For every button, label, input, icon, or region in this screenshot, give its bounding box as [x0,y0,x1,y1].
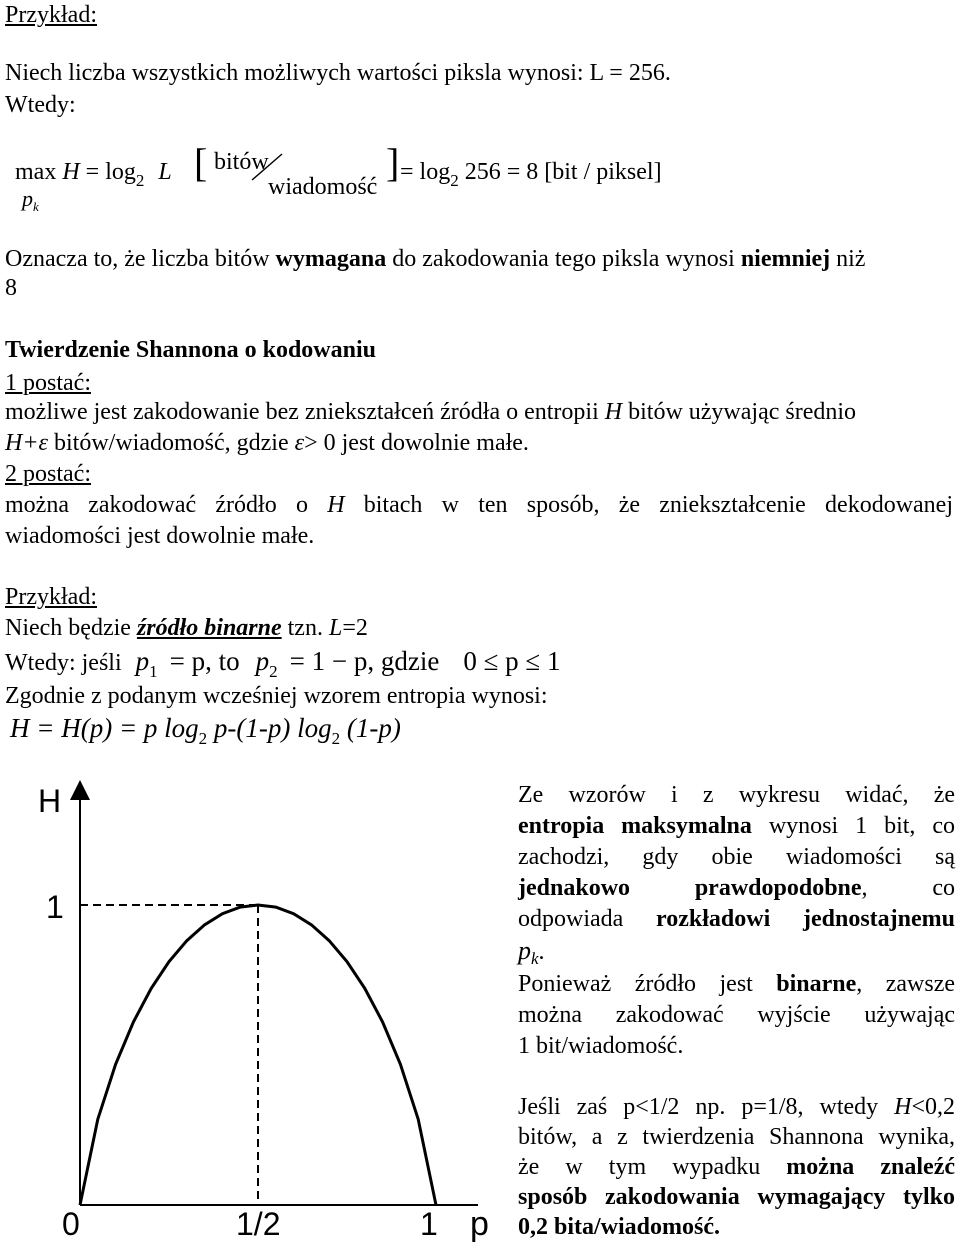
x-tick-1: 1 [420,1206,438,1242]
form1-label: 1 postać: [5,370,91,396]
right-column [518,780,955,1062]
example-title: Przykład: [5,2,97,28]
form2-line1: można zakodować źródło o H bitach w ten sposób, że zniekształcenie dekodowanej [5,492,954,518]
h-symbol: H [62,159,80,185]
theorem-title: Twierdzenie Shannona o kodowaniu [5,337,376,363]
binary-source-sentence: Niech będzie źródło binarne tzn. L=2 [5,615,368,641]
pixel-levels-sentence: Niech liczba wszystkich możliwych wartości piksla wynosi: L = 256. [5,60,671,86]
binary-entropy-formula: H = H(p) = p $\log_2 p-(1-p)$ $\log_2 (1-p)$ [10,713,401,748]
max-operator: max [15,159,57,185]
message-denominator: wiadomość [268,174,378,200]
x-tick-half: 1/2 [236,1206,281,1242]
conclusion-line: odpowiada rozkładowi jednostajnemu [518,906,955,932]
according-sentence: Zgodnie z podanym wcześniej wzorem entropia wynosi: [5,683,548,709]
log256-result: = $\log_2 256 = 8$ [bit / piksel] [400,159,662,190]
equals-log: = log [85,159,136,185]
low-p-paragraph: Jeśli zaś p<1/2 np. p=1/8, wtedy H<0,2 bitów, a z twierdzenia Shannona wynika, że w tym wypadku można znaleźć sposób zakodowania wymagający tylko 0,2 bita/wiadomość. [518,1094,955,1240]
bits-numerator: bitów [214,149,269,175]
right-bracket: ] [386,140,400,185]
y-axis-label: H [38,783,62,819]
example2-title: Przykład: [5,584,97,610]
x-tick-0: 0 [62,1206,80,1242]
conclusion-line: entropia maksymalna wynosi 1 bit, co [518,813,956,839]
x-axis-label: p [470,1205,489,1243]
form2-label: 2 postać: [5,461,91,487]
log-base: 2 [135,171,145,190]
form2-line2: wiadomości jest dowolnie małe. [5,523,315,549]
meaning-sentence: Oznacza to, że liczba bitów wymagana do zakodowania tego piksla wynosi niemniej niż [5,246,866,272]
then-label: Wtedy: [5,92,76,118]
conclusion-line: zachodzi, gdy obie wiadomości są [518,844,955,870]
meaning-number: 8 [5,275,17,301]
form1-line2: H+ε bitów/wiadomość, gdzie ε> 0 jest dowolnie małe. [5,430,529,456]
left-bracket: [ [194,140,208,185]
binary-paragraph [518,969,955,1031]
conclusion-line: jednakowo prawdopodobne, co [518,875,955,901]
pk-line: $p_k$. [518,936,545,968]
form1-line1: możliwe jest zakodowanie bez zniekształceń źródła o entropii H bitów używając średnio [5,399,857,425]
conclusion-paragraph [518,780,955,935]
entropy-chart [0,770,510,1243]
y-tick-1: 1 [46,889,64,925]
probabilities-line: Wtedy: jeśli $p_1 = p$, to $p_2 = 1 - p$, gdzie 0 ≤ p ≤ 1 [5,646,561,681]
conclusion-line: Ze wzorów i z wykresu widać, że [518,782,955,808]
binary-line: można zakodować wyjście używając [518,1002,955,1028]
binary-line: Ponieważ źródło jest binarne, zawsze [518,971,955,997]
max-entropy-formula [15,159,172,190]
binary-paragraph-last: 1 bit/wiadomość. [518,1033,684,1059]
pk-under-max: $p_k$ [22,186,39,214]
l-symbol: L [158,159,172,185]
